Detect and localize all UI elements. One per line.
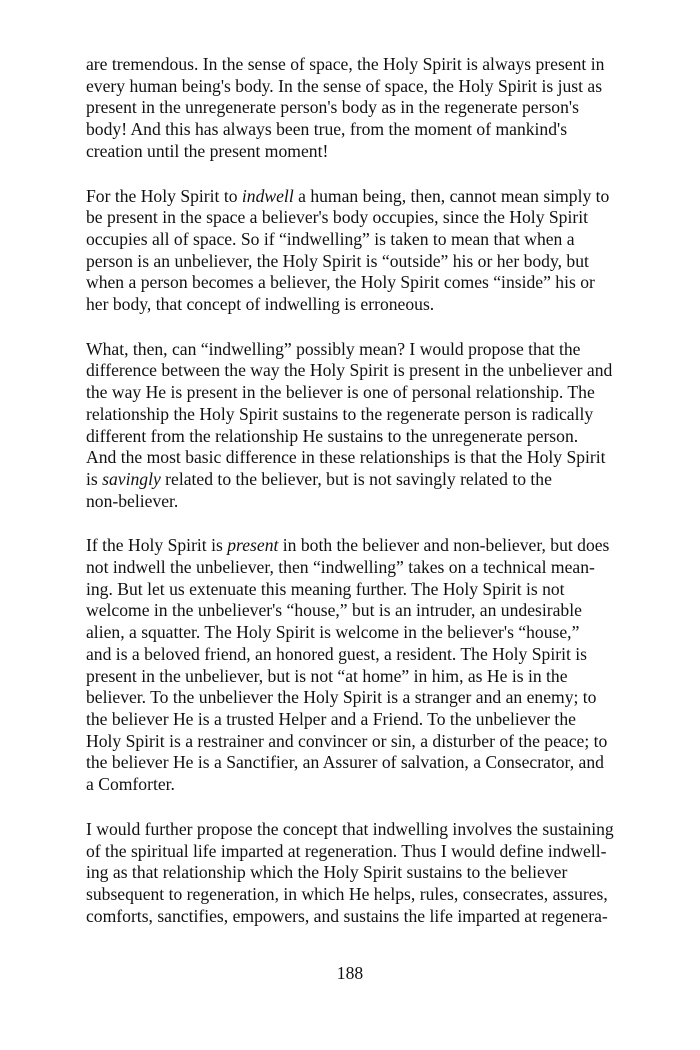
paragraph — [86, 339, 634, 513]
text-line — [86, 360, 634, 382]
text-line — [86, 644, 634, 666]
text-line — [86, 272, 634, 294]
text-line — [86, 666, 634, 688]
text-segment: And the most basic difference in these relationships is that the Holy Spirit — [86, 447, 606, 468]
text-segment: believer. To the unbeliever the Holy Spirit is a stranger and an enemy; to — [86, 687, 597, 708]
text-segment: non-believer. — [86, 490, 179, 511]
text-segment: is — [86, 468, 103, 489]
page-number: 188 — [336, 963, 364, 983]
text-line — [86, 557, 634, 579]
text-segment: alien, a squatter. The Holy Spirit is welcome in the believer's “house,” — [86, 622, 580, 643]
text-line — [86, 884, 634, 906]
text-segment: I would further propose the concept that indwelling involves the sustaining — [86, 818, 614, 839]
text-line — [86, 579, 634, 601]
text-segment: and is a beloved friend, an honored guest, a resident. The Holy Spirit is — [86, 643, 587, 664]
text-segment: present in the unregenerate person's body as in the regenerate person's — [86, 97, 579, 118]
text-segment: the believer He is a trusted Helper and a Friend. To the unbeliever the — [86, 708, 576, 729]
text-line — [86, 339, 634, 361]
text-segment: her body, that concept of indwelling is erroneous. — [86, 294, 435, 315]
text-segment: Holy Spirit is a restrainer and convincer or sin, a disturber of the peace; to — [86, 730, 608, 751]
text-segment: welcome in the unbeliever's “house,” but is an intruder, an undesirable — [86, 600, 582, 621]
text-segment: difference between the way the Holy Spirit is present in the unbeliever and — [86, 360, 613, 381]
text-segment: when a person becomes a believer, the Holy Spirit comes “inside” his or — [86, 272, 595, 293]
text-line — [86, 906, 634, 928]
text-line — [86, 382, 634, 404]
text-segment: relationship the Holy Spirit sustains to the regenerate person is radically — [86, 403, 594, 424]
text-segment: a Comforter. — [86, 774, 175, 795]
text-line — [86, 622, 634, 644]
text-segment: If the Holy Spirit is — [86, 535, 228, 556]
italic-text: present — [227, 535, 279, 556]
text-line — [86, 186, 634, 208]
text-segment: body! And this has always been true, from the moment of mankind's — [86, 119, 568, 140]
text-segment: of the spiritual life imparted at regeneration. Thus I would define indwell- — [86, 840, 607, 861]
text-line — [86, 819, 634, 841]
text-line — [86, 119, 634, 141]
paragraph — [86, 186, 634, 316]
text-line — [86, 229, 634, 251]
body-text — [86, 54, 634, 950]
text-segment: different from the relationship He sustains to the unregenerate person. — [86, 425, 579, 446]
paragraph — [86, 535, 634, 795]
text-segment: be present in the space a believer's body occupies, since the Holy Spirit — [86, 207, 588, 228]
italic-text: indwell — [241, 185, 294, 206]
text-segment: present in the unbeliever, but is not “at home” in him, as He is in the — [86, 665, 568, 686]
text-segment: For the Holy Spirit to — [86, 185, 242, 206]
text-segment: the believer He is a Sanctifier, an Assurer of salvation, a Consecrator, and — [86, 752, 604, 773]
text-line — [86, 535, 634, 557]
text-line — [86, 251, 634, 273]
paragraph — [86, 819, 634, 928]
text-line — [86, 600, 634, 622]
italic-text: savingly — [102, 468, 161, 489]
text-segment: ing. But let us extenuate this meaning further. The Holy Spirit is not — [86, 578, 565, 599]
text-line — [86, 469, 634, 491]
text-segment: the way He is present in the believer is one of personal relationship. The — [86, 382, 595, 403]
text-segment: What, then, can “indwelling” possibly mean? I would propose that the — [86, 338, 581, 359]
text-segment: related to the believer, but is not savingly related to the — [160, 468, 552, 489]
text-segment: comforts, sanctifies, empowers, and sustains the life imparted at regenera- — [86, 905, 608, 926]
text-segment: not indwell the unbeliever, then “indwelling” takes on a technical mean- — [86, 557, 595, 578]
text-segment: person is an unbeliever, the Holy Spirit is “outside” his or her body, but — [86, 250, 589, 271]
text-line — [86, 709, 634, 731]
text-segment: subsequent to regeneration, in which He helps, rules, consecrates, assures, — [86, 883, 608, 904]
text-line — [86, 752, 634, 774]
text-line — [86, 76, 634, 98]
text-line — [86, 404, 634, 426]
text-line — [86, 294, 634, 316]
text-segment: are tremendous. In the sense of space, the Holy Spirit is always present in — [86, 54, 605, 74]
text-segment: a human being, then, cannot mean simply to — [293, 185, 610, 206]
text-line — [86, 207, 634, 229]
text-line — [86, 687, 634, 709]
text-line — [86, 774, 634, 796]
text-line — [86, 862, 634, 884]
text-line — [86, 491, 634, 513]
text-line — [86, 426, 634, 448]
text-segment: occupies all of space. So if “indwelling” is taken to mean that when a — [86, 228, 575, 249]
paragraph — [86, 54, 634, 163]
text-line — [86, 841, 634, 863]
text-line — [86, 97, 634, 119]
text-segment: creation until the present moment! — [86, 140, 329, 161]
text-segment: ing as that relationship which the Holy Spirit sustains to the believer — [86, 862, 568, 883]
text-line — [86, 447, 634, 469]
text-segment: in both the believer and non-believer, but does — [278, 535, 610, 556]
text-line — [86, 54, 634, 76]
text-line — [86, 731, 634, 753]
text-segment: every human being's body. In the sense of space, the Holy Spirit is just as — [86, 75, 603, 96]
text-line — [86, 141, 634, 163]
